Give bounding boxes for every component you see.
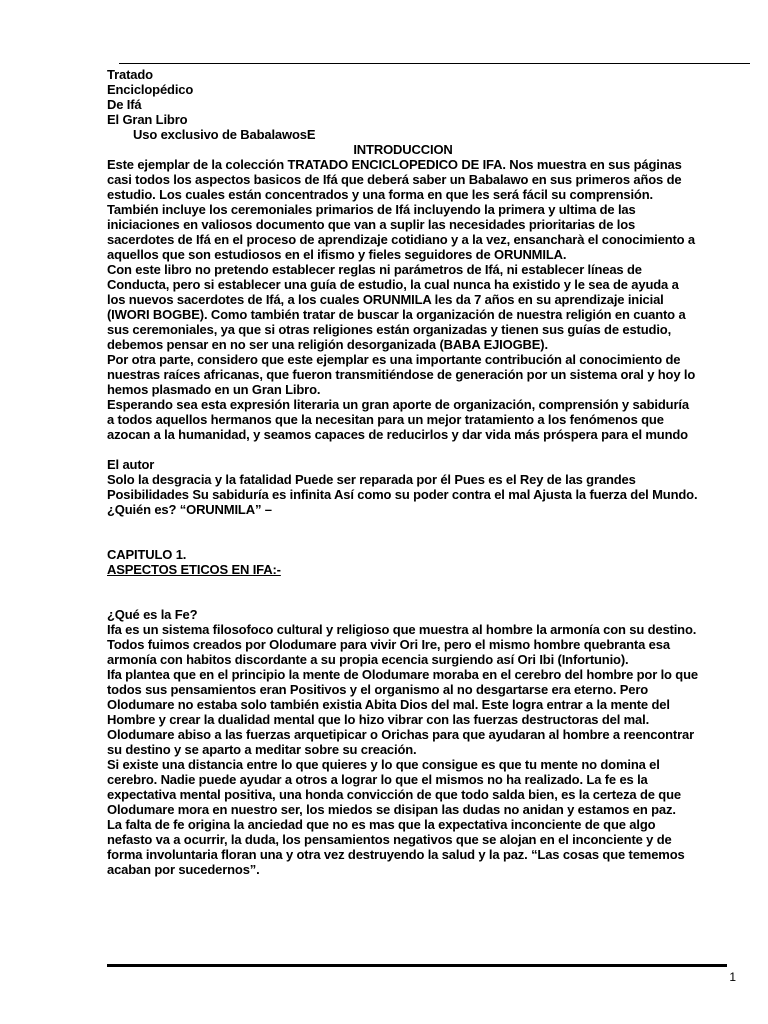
- spacer: [107, 577, 699, 607]
- subtitle: Uso exclusivo de BabalawosE: [133, 127, 316, 142]
- top-rule: [119, 63, 750, 64]
- chapter-paragraph: Si existe una distancia entre lo que quieres y lo que consigue es que tu mente no domina el cerebro. Nadie puede ayudar a otros a lograr lo que el mismos no ha realizado. La fe es la expectativa mental positiva, una honda convicción de que todo salda bien, es la certeza de que Olodumare mora en nuestro ser, los miedos se disipan las dudas no anidan y estamos en paz.: [107, 757, 681, 817]
- intro-paragraph: Por otra parte, considero que este ejemplar es una importante contribución al conocimiento de nuestras raíces africanas, que fueron transmitiéndose de generación por un sistema oral y hoy lo hemos plasmado en un Gran Libro.: [107, 352, 696, 397]
- intro-paragraph: Con este libro no pretendo establecer reglas ni parámetros de Ifá, ni establecer líneas de Conducta, pero si establecer una guía de estudio, la cual nunca ha existido y le sea de ayuda a los nuevos sacerdotes de Ifá, a los cuales ORUNMILA les da 7 años en su aprendizaje inicial (IWORI BOGBE). Como también tratar de buscar la organización de nuestra religión en cuanto a sus ceremoniales, ya que si otras religiones están organizadas y tienen sus guías de estudio, debemos pensar en no ser una religión desorganizada (BABA EJIOGBE).: [107, 262, 686, 352]
- intro-paragraph: También incluye los ceremoniales primarios de Ifá incluyendo la primera y ultima de las iniciaciones en valiosos documento que van a suplir las necesidades prioritarias de los sacerdotes de Ifá en el proceso de aprendizaje cotidiano y a la vez, ensancharà el conocimiento a aquellos que son estudiosos en el ifismo y fieles seguidores de ORUNMILA.: [107, 202, 696, 262]
- chapter-paragraph: La falta de fe origina la anciedad que no es mas que la expectativa inconciente de que algo nefasto va a ocurrir, la duda, los pensamientos negativos que se alojan en el inconciente y de forma involuntaria floran una y otra vez destruyendo la salud y la paz. “Las cosas que tememos acaban por sucedernos”.: [107, 817, 685, 877]
- chapter-number: CAPITULO 1.: [107, 547, 187, 562]
- title-line-2: Enciclopédico: [107, 82, 194, 97]
- intro-paragraph: Este ejemplar de la colección TRATADO ENCICLOPEDICO DE IFA. Nos muestra en sus páginas casi todos los aspectos basicos de Ifá que deberá saber un Babalawo en sus primeros años de estudio. Los cuales están concentrados y una forma en que les será fácil su comprensión.: [107, 157, 682, 202]
- footer-rule: [107, 964, 727, 967]
- spacer: [107, 517, 699, 547]
- intro-paragraph: Esperando sea esta expresión literaria un gran aporte de organización, comprensión y sabiduría a todos aquellos hermanos que la necesitan para un mejor tratamiento a los fenómenos que azocan a la humanidad, y seamos capaces de reducirlos y dar vida más próspera para el mundo: [107, 397, 689, 442]
- chapter-paragraph: Ifa es un sistema filosofoco cultural y religioso que muestra al hombre la armonía con su destino. Todos fuimos creados por Olodumare para vivir Ori Ire, pero el mismo hombre quebranta esa armonía con habitos discordante a su propia ecencia surgiendo así Ori Ibi (Infortunio).: [107, 622, 697, 667]
- page-number: 1: [729, 970, 736, 984]
- author-question: ¿Quién es? “ORUNMILA” –: [107, 502, 272, 517]
- chapter-paragraph: Ifa plantea que en el principio la mente de Olodumare moraba en el cerebro del hombre por lo que todos sus pensamientos eran Positivos y el organismo al no desgartarse era eterno. Pero Olodumare no estaba solo también existia Abita Dios del mal. Este logra entrar a la mente del Hombre y crear la dualidad mental que lo hizo vibrar con las fuerzas destructoras del mal. Olodumare abiso a las fuerzas arquetipicar o Orichas para que ayudaran al hombre a reencontrar su destino y se aparto a meditar sobre su creación.: [107, 667, 698, 757]
- author-quote: Solo la desgracia y la fatalidad Puede ser reparada por él Pues es el Rey de las grandes Posibilidades Su sabiduría es infinita Así como su poder contra el mal Ajusta la fuerza del Mundo.: [107, 472, 698, 502]
- title-line-4: El Gran Libro: [107, 112, 188, 127]
- page-content: [107, 67, 699, 877]
- spacer: [107, 442, 699, 457]
- author-label: El autor: [107, 457, 155, 472]
- intro-heading: INTRODUCCION: [353, 142, 453, 157]
- title-line-3: De Ifá: [107, 97, 142, 112]
- chapter-title: ASPECTOS ETICOS EN IFA:-: [107, 562, 281, 577]
- faith-question: ¿Qué es la Fe?: [107, 607, 198, 622]
- title-line-1: Tratado: [107, 67, 153, 82]
